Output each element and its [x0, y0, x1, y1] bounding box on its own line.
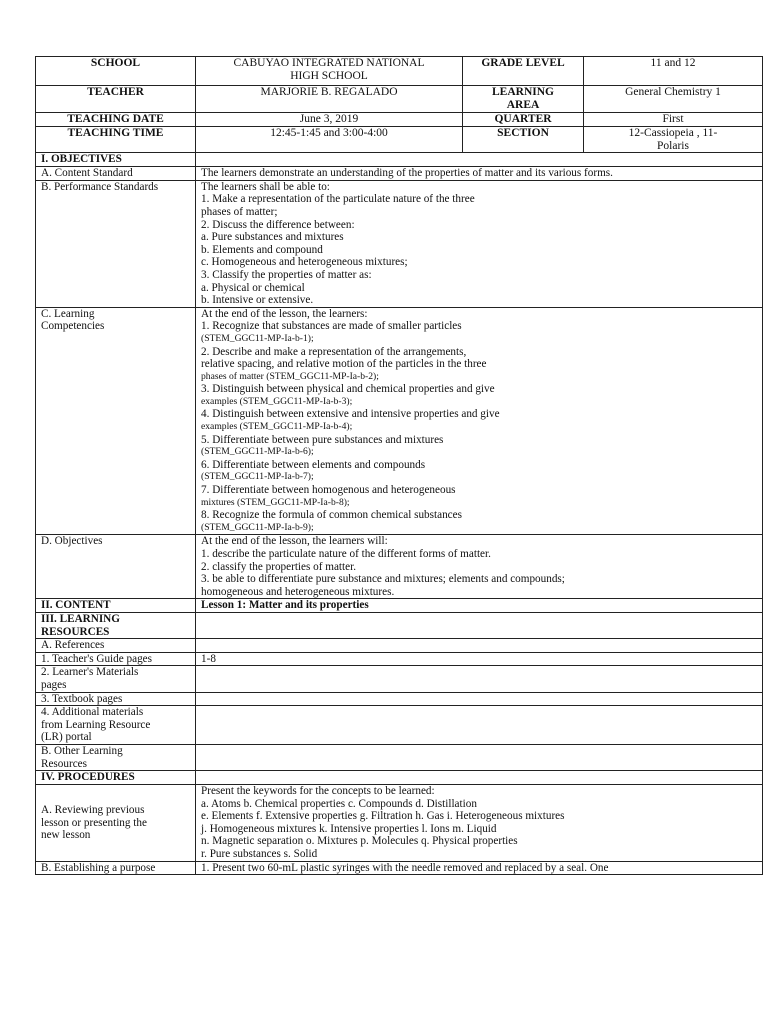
lesson-plan-table	[35, 56, 763, 875]
learning-area-label	[463, 86, 584, 113]
content-standard-label: A. Content Standard	[36, 167, 196, 181]
teacher-row	[36, 86, 763, 113]
content-row	[36, 599, 763, 613]
section-value	[584, 127, 763, 153]
competency-line: (STEM_GGC11-MP-Ia-b-7);	[201, 471, 314, 483]
additional-materials-row	[36, 706, 763, 745]
references-row	[36, 639, 763, 653]
teaching-time-value: 12:45-1:45 and 3:00-4:00	[196, 127, 463, 153]
learning-area-value: General Chemistry 1	[584, 86, 763, 113]
competency-line: examples (STEM_GGC11-MP-Ia-b-4);	[201, 421, 353, 433]
teachers-guide-value: 1-8	[196, 652, 763, 666]
objective-line: At the end of the lesson, the learners will:	[201, 535, 388, 548]
competency-line: relative spacing, and relative motion of the particles in the three	[201, 358, 487, 371]
teaching-time-row	[36, 127, 763, 153]
performance-line: c. Homogeneous and heterogeneous mixtures;	[201, 256, 408, 269]
reviewing-label-line: lesson or presenting the	[41, 816, 147, 829]
teaching-date-row	[36, 113, 763, 127]
performance-line: phases of matter;	[201, 205, 278, 218]
performance-standards-text	[196, 180, 763, 307]
objectives-row	[36, 535, 763, 599]
grade-level-value: 11 and 12	[584, 57, 763, 86]
quarter-label: QUARTER	[463, 113, 584, 127]
objective-line: 3. be able to differentiate pure substance and mixtures; elements and compounds;	[201, 573, 565, 586]
resources-heading-row	[36, 612, 763, 638]
performance-standards-row	[36, 180, 763, 307]
objectives-text	[196, 535, 763, 599]
performance-line: b. Intensive or extensive.	[201, 294, 314, 307]
competencies-label-line: Competencies	[41, 320, 105, 333]
performance-line: a. Physical or chemical	[201, 281, 305, 294]
reviewing-line: j. Homogeneous mixtures k. Intensive properties l. Ions m. Liquid	[201, 822, 497, 835]
lesson-title: Lesson 1: Matter and its properties	[196, 599, 763, 613]
learning-competencies-label	[36, 307, 196, 535]
learners-materials-label	[36, 666, 196, 692]
resources-heading-line: III. LEARNING	[41, 612, 120, 625]
additional-materials-label	[36, 706, 196, 745]
section-value-line: Polaris	[657, 139, 689, 152]
reviewing-line: Present the keywords for the concepts to be learned:	[201, 785, 435, 798]
teacher-value: MARJORIE B. REGALADO	[196, 86, 463, 113]
competency-line: 3. Distinguish between physical and chemical properties and give	[201, 383, 495, 396]
additional-materials-blank	[196, 706, 763, 745]
textbook-row	[36, 692, 763, 706]
textbook-label: 3. Textbook pages	[36, 692, 196, 706]
school-name-line: HIGH SCHOOL	[290, 69, 368, 82]
performance-standards-label: B. Performance Standards	[36, 180, 196, 307]
reviewing-label-line: new lesson	[41, 829, 91, 842]
learners-materials-blank	[196, 666, 763, 692]
resources-heading-line: RESOURCES	[41, 625, 110, 638]
learning-competencies-row	[36, 307, 763, 535]
school-label: SCHOOL	[36, 57, 196, 86]
learners-materials-label-line: pages	[41, 678, 67, 691]
objective-line: homogeneous and heterogeneous mixtures.	[201, 585, 395, 598]
competency-line: 2. Describe and make a representation of the arrangements,	[201, 345, 467, 358]
additional-materials-label-line: from Learning Resource	[41, 718, 151, 731]
reviewing-line: e. Elements f. Extensive properties g. Filtration h. Gas i. Heterogeneous mixtures	[201, 810, 565, 823]
reviewing-line: n. Magnetic separation o. Mixtures p. Molecules q. Physical properties	[201, 835, 518, 848]
learning-area-label-line: LEARNING	[492, 86, 554, 98]
competency-line: (STEM_GGC11-MP-Ia-b-9);	[201, 521, 314, 533]
content-standard-text: The learners demonstrate an understanding of the properties of matter and its various forms.	[196, 167, 763, 181]
purpose-label: B. Establishing a purpose	[36, 861, 196, 875]
content-standard-row	[36, 167, 763, 181]
other-resources-label	[36, 744, 196, 770]
competency-line: (STEM_GGC11-MP-Ia-b-1);	[201, 332, 314, 344]
section-value-line: 12-Cassiopeia , 11-	[628, 127, 718, 139]
school-name	[196, 57, 463, 86]
objectives-heading-blank	[196, 153, 763, 167]
textbook-blank	[196, 692, 763, 706]
other-resources-blank	[196, 744, 763, 770]
competency-line: (STEM_GGC11-MP-Ia-b-6);	[201, 446, 314, 458]
section-label: SECTION	[463, 127, 584, 153]
performance-line: b. Elements and compound	[201, 243, 323, 256]
procedures-heading: IV. PROCEDURES	[36, 771, 196, 785]
performance-line: 3. Classify the properties of matter as:	[201, 268, 372, 281]
reviewing-label	[36, 785, 196, 862]
reviewing-row	[36, 785, 763, 862]
performance-line: a. Pure substances and mixtures	[201, 231, 344, 244]
teachers-guide-label: 1. Teacher's Guide pages	[36, 652, 196, 666]
objectives-heading: I. OBJECTIVES	[36, 153, 196, 167]
learning-area-label-line: AREA	[506, 98, 540, 111]
teaching-date-value: June 3, 2019	[196, 113, 463, 127]
objective-line: 2. classify the properties of matter.	[201, 560, 357, 573]
reviewing-line: a. Atoms b. Chemical properties c. Compounds d. Distillation	[201, 797, 477, 810]
learners-materials-label-line: 2. Learner's Materials	[41, 666, 139, 679]
learners-materials-row	[36, 666, 763, 692]
other-resources-label-line: B. Other Learning	[41, 744, 123, 757]
objectives-label: D. Objectives	[36, 535, 196, 599]
procedures-heading-row	[36, 771, 763, 785]
school-name-line: CABUYAO INTEGRATED NATIONAL	[233, 57, 425, 69]
objectives-heading-row	[36, 153, 763, 167]
purpose-text: 1. Present two 60-mL plastic syringes with the needle removed and replaced by a seal. One	[196, 861, 763, 875]
teaching-date-label: TEACHING DATE	[36, 113, 196, 127]
competency-line: phases of matter (STEM_GGC11-MP-Ia-b-2);	[201, 370, 379, 382]
lesson-plan-page	[35, 56, 762, 875]
competency-line: mixtures (STEM_GGC11-MP-Ia-b-8);	[201, 496, 350, 508]
resources-heading-blank	[196, 612, 763, 638]
learning-competencies-text	[196, 307, 763, 535]
content-heading: II. CONTENT	[36, 599, 196, 613]
competency-line: 6. Differentiate between elements and compounds	[201, 458, 426, 471]
competency-line: 1. Recognize that substances are made of smaller particles	[201, 320, 462, 333]
quarter-value: First	[584, 113, 763, 127]
reviewing-label-line: A. Reviewing previous	[41, 803, 145, 816]
resources-heading	[36, 612, 196, 638]
references-blank	[196, 639, 763, 653]
performance-line: The learners shall be able to:	[201, 180, 330, 193]
teacher-label: TEACHER	[36, 86, 196, 113]
additional-materials-label-line: 4. Additional materials	[41, 706, 144, 719]
competency-line: 4. Distinguish between extensive and intensive properties and give	[201, 408, 500, 421]
procedures-heading-blank	[196, 771, 763, 785]
grade-level-label: GRADE LEVEL	[463, 57, 584, 86]
purpose-row	[36, 861, 763, 875]
competency-line: examples (STEM_GGC11-MP-Ia-b-3);	[201, 395, 353, 407]
competency-line: 8. Recognize the formula of common chemical substances	[201, 509, 462, 522]
competency-line: 7. Differentiate between homogenous and heterogeneous	[201, 484, 456, 497]
reviewing-text	[196, 785, 763, 862]
objective-line: 1. describe the particulate nature of the different forms of matter.	[201, 548, 491, 560]
school-row	[36, 57, 763, 86]
competency-line: At the end of the lesson, the learners:	[201, 307, 368, 320]
teachers-guide-row	[36, 652, 763, 666]
references-label: A. References	[36, 639, 196, 653]
competencies-label-line: C. Learning	[41, 307, 95, 320]
performance-line: 1. Make a representation of the particulate nature of the three	[201, 193, 475, 206]
performance-line: 2. Discuss the difference between:	[201, 218, 355, 231]
additional-materials-label-line: (LR) portal	[41, 731, 92, 744]
competency-line: 5. Differentiate between pure substances and mixtures	[201, 433, 444, 446]
reviewing-line: r. Pure substances s. Solid	[201, 848, 318, 861]
teaching-time-label: TEACHING TIME	[36, 127, 196, 153]
other-resources-row	[36, 744, 763, 770]
other-resources-label-line: Resources	[41, 757, 87, 770]
